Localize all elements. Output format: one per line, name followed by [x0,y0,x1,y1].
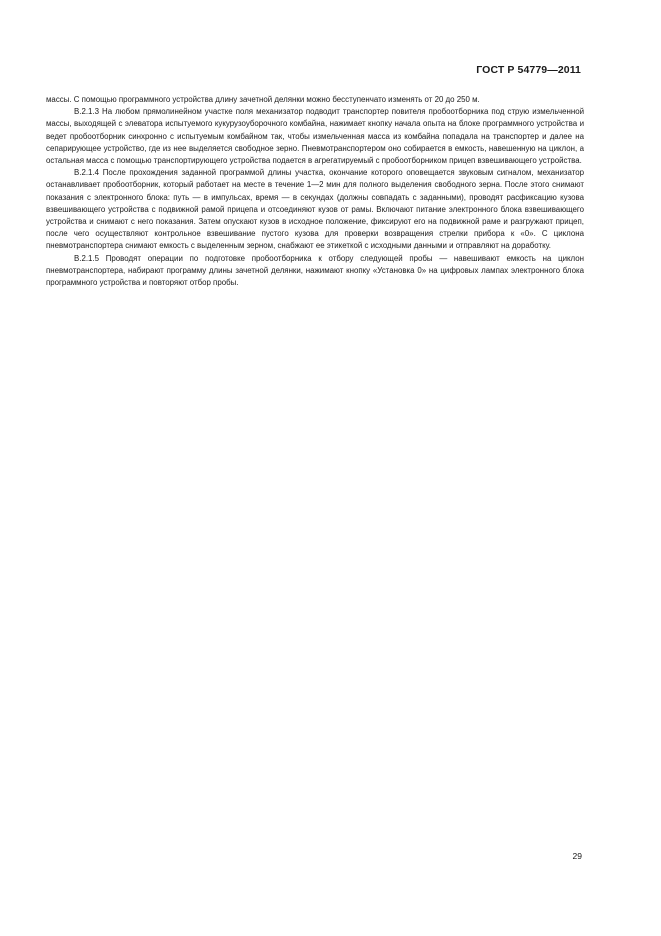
body-text [46,94,584,289]
paragraph-b-2-1-5: В.2.1.5 Проводят операции по подготовке пробоотборника к отбору следующей пробы — навешивают емкость на циклон пневмотранспортера, набирают программу длины зачетной делянки, нажимают кнопку «Установка 0» на цифровых лампах электронного блока программного устройства и повторяют отбор пробы. [46,253,584,288]
paragraph-continuation: массы. С помощью программного устройства длину зачетной делянки можно бесступенчато изменять от 20 до 250 м. [46,95,480,104]
standard-number-header: ГОСТ Р 54779—2011 [476,64,581,76]
paragraph-b-2-1-3: В.2.1.3 На любом прямолинейном участке поля механизатор подводит транспортер повителя пробоотборника под струю измельченной массы, выходящей с элеватора испытуемого кукурузоуборочного комбайна, нажимает кнопку начала опыта на блоке программного устройства и ведет пробоотборник синхронно с испытуемым комбайном так, чтобы измельченная масса из комбайна попадала на транспортер и далее на сепарирующее устройство, где из нее выделяется свободное зерно. Пневмотранспортером оно собирается в емкость, навешенную на циклон, а остальная масса с помощью транспортирующего устройства подается в агрегатируемый с пробоотборником прицеп взвешивающего устройства. [46,107,584,166]
paragraph-b-2-1-4: В.2.1.4 После прохождения заданной программой длины участка, окончание которого оповещается звуковым сигналом, механизатор останавливает пробоотборник, который работает на месте в течение 1—2 мин для полного выделения свободного зерна. После этого снимают показания с электронного блока: путь — в импульсах, время — в секундах (должны совпадать с заданными), проводят расфиксацию кузова взвешивающего устройства с подвижной рамой прицепа и отсоединяют кузов от рамы. Включают питание электронного блока взвешивающего устройства и снимают с него показания. Затем опускают кузов в исходное положение, фиксируют его на подвижной раме и разгружают прицеп, после чего осуществляют контрольное взвешивание пустого кузова для проверки возвращения стрелки прибора к «0». С циклона пневмотранспортера снимают емкость с выделенным зерном, снабжают ее этикеткой с исходными данными и отправляют на доработку. [46,168,584,251]
page-number: 29 [572,851,582,861]
